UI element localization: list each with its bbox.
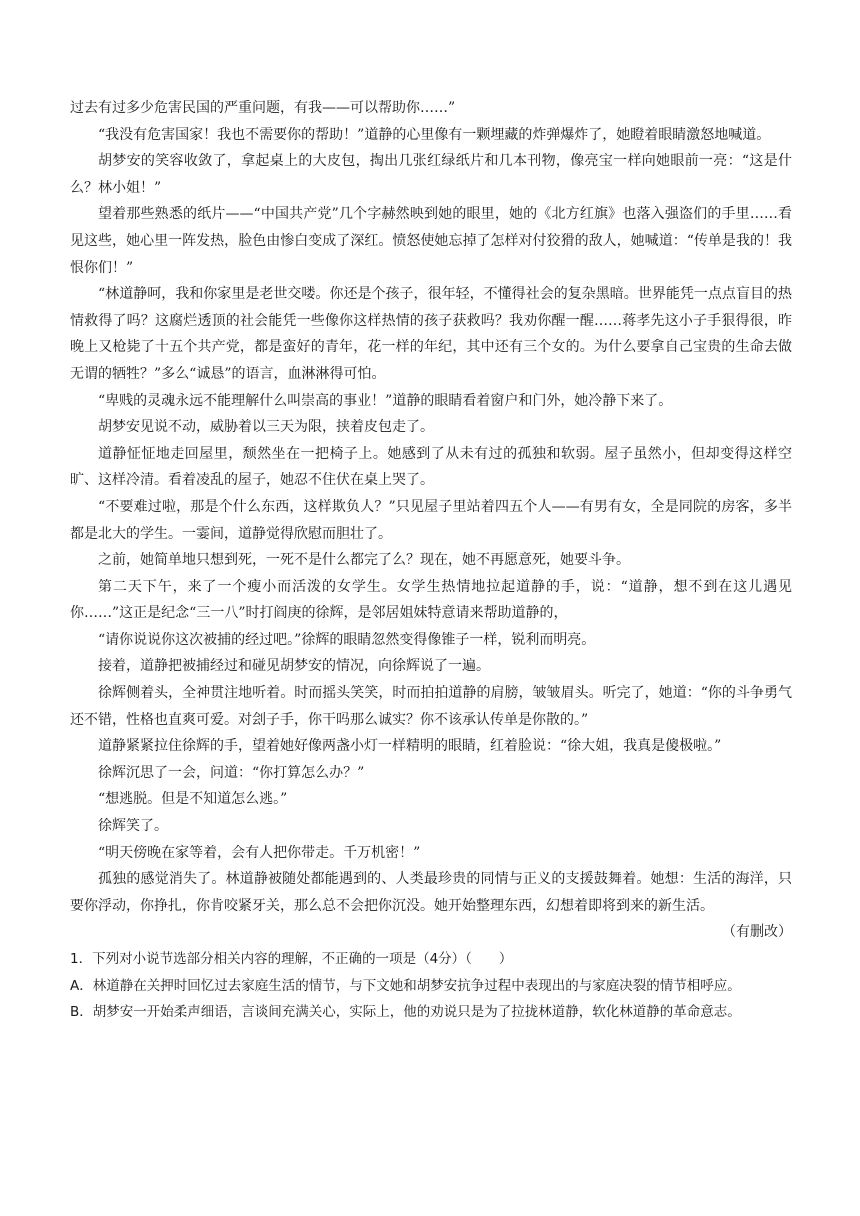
paragraph: 胡梦安的笑容收敛了，拿起桌上的大皮包，掏出几张红绿纸片和几本刊物，像亮宝一样向她眼前一亮：“这是什么？林小姐！” — [70, 153, 792, 196]
paragraph: 孤独的感觉消失了。林道静被随处都能遇到的、人类最珍贵的同情与正义的支援鼓舞着。她想：生活的海洋，只要你浮动，你挣扎，你肯咬紧牙关，那么总不会把你沉没。她开始整理东西，幻想着即将到来的新生活。 — [70, 871, 792, 914]
question-stem: 1．下列对小说节选部分相关内容的理解，不正确的一项是（4分）（ ） — [70, 951, 513, 967]
paragraph: 徐辉沉思了一会，问道：“你打算怎么办？” — [98, 764, 365, 781]
paragraph: 望着那些熟悉的纸片——“中国共产党”几个字赫然映到她的眼里，她的《北方红旗》也落入强盗们的手里……看见这些，她心里一阵发热，脸色由惨白变成了深红。愤怒使她忘掉了怎样对付狡猾的敌人，她喊道：“传单是我的！我恨你们！” — [70, 206, 792, 276]
paragraph: 道静怔怔地走回屋里，颓然坐在一把椅子上。她感到了从未有过的孤独和软弱。屋子虽然小，但却变得这样空旷、这样冷清。看着凌乱的屋子，她忍不住伏在桌上哭了。 — [70, 445, 792, 489]
paragraph-continued: 过去有过多少危害民国的严重问题，有我——可以帮助你……” — [70, 100, 456, 116]
source-note: （有删改） — [722, 924, 792, 941]
paragraph: “林道静呵，我和你家里是老世交喽。你还是个孩子，很年轻，不懂得社会的复杂黑暗。世界能凭一点点盲目的热情救得了吗？这腐烂透顶的社会能凭一些像你这样热情的孩子获救吗？我劝你醒一醒……蒋孝先这小子手狠得很，昨晚上又枪毙了十五个共产党，都是蛮好的青年，花一样的年纪，其中还有三个女的。为什么要拿自己宝贵的生命去做无谓的牺牲？”多么“诚恳”的语言，血淋淋得可怕。 — [70, 286, 792, 382]
paragraph: “请你说说你这次被捕的经过吧。”徐辉的眼睛忽然变得像锥子一样，锐利而明亮。 — [98, 631, 596, 648]
question-option-b: B．胡梦安一开始柔声细语，言谈间充满关心，实际上，他的劝说只是为了拉拢林道静，软化林道静的革命意志。 — [70, 1004, 741, 1021]
paragraph: 胡梦安见说不动，威胁着以三天为限，挟着皮包走了。 — [98, 419, 434, 436]
paragraph: 徐辉笑了。 — [98, 818, 168, 835]
paragraph: 之前，她简单地只想到死，一死不是什么都完了么？现在，她不再愿意死，她要斗争。 — [98, 552, 630, 569]
paragraph: “卑贱的灵魂永远不能理解什么叫崇高的事业！”道静的眼睛看着窗户和门外，她冷静下来了。 — [98, 392, 673, 409]
paragraph: “不要难过啦，那是个什么东西，这样欺负人？”只见屋子里站着四五个人——有男有女，全是同院的房客，多半都是北大的学生。一霎间，道静觉得欣慰而胆壮了。 — [70, 498, 792, 542]
paragraph: 道静紧紧拉住徐辉的手，望着她好像两盏小灯一样精明的眼睛，红着脸说：“徐大姐，我真是傻极啦。” — [98, 738, 722, 755]
paragraph: “想逃脱。但是不知道怎么逃。” — [98, 791, 288, 808]
document-page — [70, 95, 792, 1026]
paragraph: “我没有危害国家！我也不需要你的帮助！”道静的心里像有一颗埋藏的炸弹爆炸了，她瞪着眼睛激怒地喊道。 — [98, 126, 771, 143]
paragraph: 徐辉侧着头，全神贯注地听着。时而摇头笑笑，时而拍拍道静的肩膀，皱皱眉头。听完了，她道：“你的斗争勇气还不错，性格也直爽可爱。对刽子手，你干吗那么诚实？你不该承认传单是你散的。” — [70, 685, 792, 728]
paragraph: 第二天下午，来了一个瘦小而活泼的女学生。女学生热情地拉起道静的手，说：“道静，想不到在这儿遇见你……”这正是纪念“三一八”时打阎庚的徐辉，是邻居姐妹特意请来帮助道静的， — [70, 578, 792, 622]
paragraph: “明天傍晚在家等着，会有人把你带走。千万机密！” — [98, 844, 421, 861]
question-option-a: A．林道静在关押时回忆过去家庭生活的情节，与下文她和胡梦安抗争过程中表现出的与家庭决裂的情节相呼应。 — [70, 977, 741, 994]
paragraph: 接着，道静把被捕经过和碰见胡梦安的情况，向徐辉说了一遍。 — [98, 658, 490, 675]
